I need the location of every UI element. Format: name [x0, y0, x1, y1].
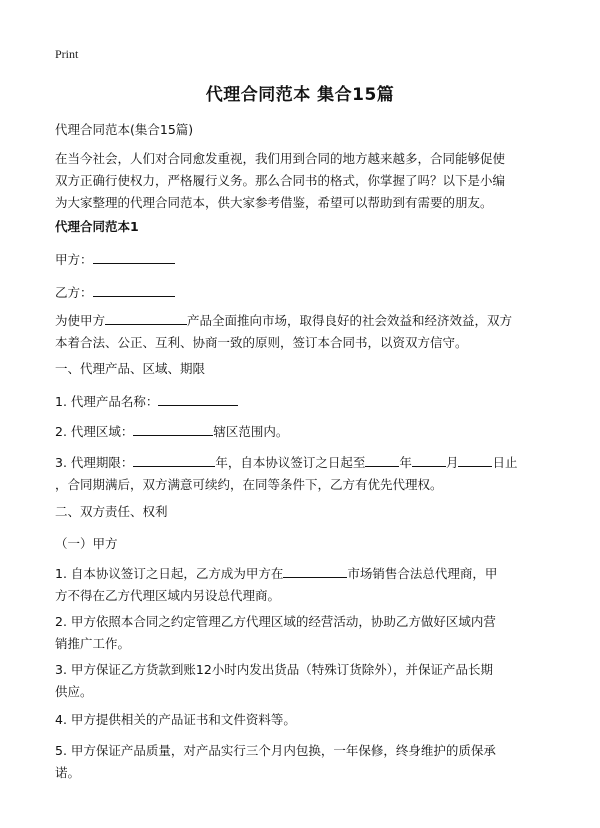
party-a-label: 甲方：: [55, 252, 93, 267]
heading-duties: 二、双方责任、权利: [55, 504, 168, 519]
clause-a2-line-2: 销推广工作。: [55, 636, 131, 651]
heading-products: 一、代理产品、区域、期限: [55, 361, 206, 376]
item-term: [55, 452, 555, 496]
region-blank: [133, 422, 213, 436]
term-blank-1: [133, 453, 215, 467]
party-b-blank: [93, 283, 175, 297]
purpose-paragraph: [55, 310, 555, 354]
clause-a1-line-2: 方不得在乙方代理区域内另设总代理商。: [55, 588, 281, 603]
intro-paragraph: [55, 148, 555, 214]
document-title: 代理合同范本 集合15篇: [205, 85, 395, 105]
clause-a2: [55, 611, 555, 655]
clause-a2-line-1: 2. 甲方依照本合同之约定管理乙方代理区域的经营活动，协助乙方做好区域内营: [55, 614, 496, 629]
clause-a4: 4. 甲方提供相关的产品证书和文件资料等。: [55, 712, 296, 727]
subtitle: 代理合同范本(集合15篇): [55, 122, 194, 137]
party-a-blank: [93, 250, 175, 264]
clause-a5-line-2: 诺。: [55, 765, 81, 780]
item-product-name: 1. 代理产品名称：: [55, 391, 555, 413]
clause-a3-line-2: 供应。: [55, 684, 93, 699]
purpose-line-1: 为使甲方 产品全面推向市场，取得良好的社会效益和经济效益，双方: [55, 313, 513, 328]
term-line-2: ，合同期满后，双方满意可续约，在同等条件下，乙方有优先代理权。: [55, 477, 443, 492]
print-link[interactable]: Print: [55, 47, 79, 61]
term-blank-month: [412, 453, 446, 467]
clause-a5-line-1: 5. 甲方保证产品质量，对产品实行三个月内包换，一年保修，终身维护的质保承: [55, 743, 496, 758]
party-b-label: 乙方：: [55, 285, 93, 300]
clause-a5: [55, 740, 555, 784]
term-line-1: 3. 代理期限： 年，自本协议签订之日起至 年 月 日止: [55, 455, 518, 470]
heading-party-a: （一）甲方: [55, 536, 118, 551]
purpose-line-2: 本着合法、公正、互利、协商一致的原则，签订本合同书，以资双方信守。: [55, 335, 468, 350]
item-region: 2. 代理区域： 辖区范围内。: [55, 424, 289, 439]
clause-a3-line-1: 3. 甲方保证乙方货款到账12小时内发出货品（特殊订货除外），并保证产品长期: [55, 662, 494, 677]
party-a-line: [55, 249, 555, 271]
market-blank: [283, 564, 347, 578]
product-blank: [105, 311, 187, 325]
intro-line-1: 在当今社会，人们对合同愈发重视，我们用到合同的地方越来越多，合同能够促使: [55, 151, 506, 166]
term-blank-day: [458, 453, 492, 467]
clause-a1: [55, 563, 555, 607]
party-b-line: [55, 282, 555, 304]
term-blank-year: [365, 453, 399, 467]
clause-a1-line-1: 1. 自本协议签订之日起，乙方成为甲方在 市场销售合法总代理商，甲: [55, 566, 498, 581]
section-heading: 代理合同范本1: [55, 219, 139, 234]
clause-a3: [55, 659, 555, 703]
intro-line-3: 为大家整理的代理合同范本，供大家参考借鉴，希望可以帮助到有需要的朋友。: [55, 195, 493, 210]
product-name-blank: [158, 392, 238, 406]
intro-line-2: 双方正确行使权力，严格履行义务。那么合同书的格式，你掌握了吗？以下是小编: [55, 173, 506, 188]
